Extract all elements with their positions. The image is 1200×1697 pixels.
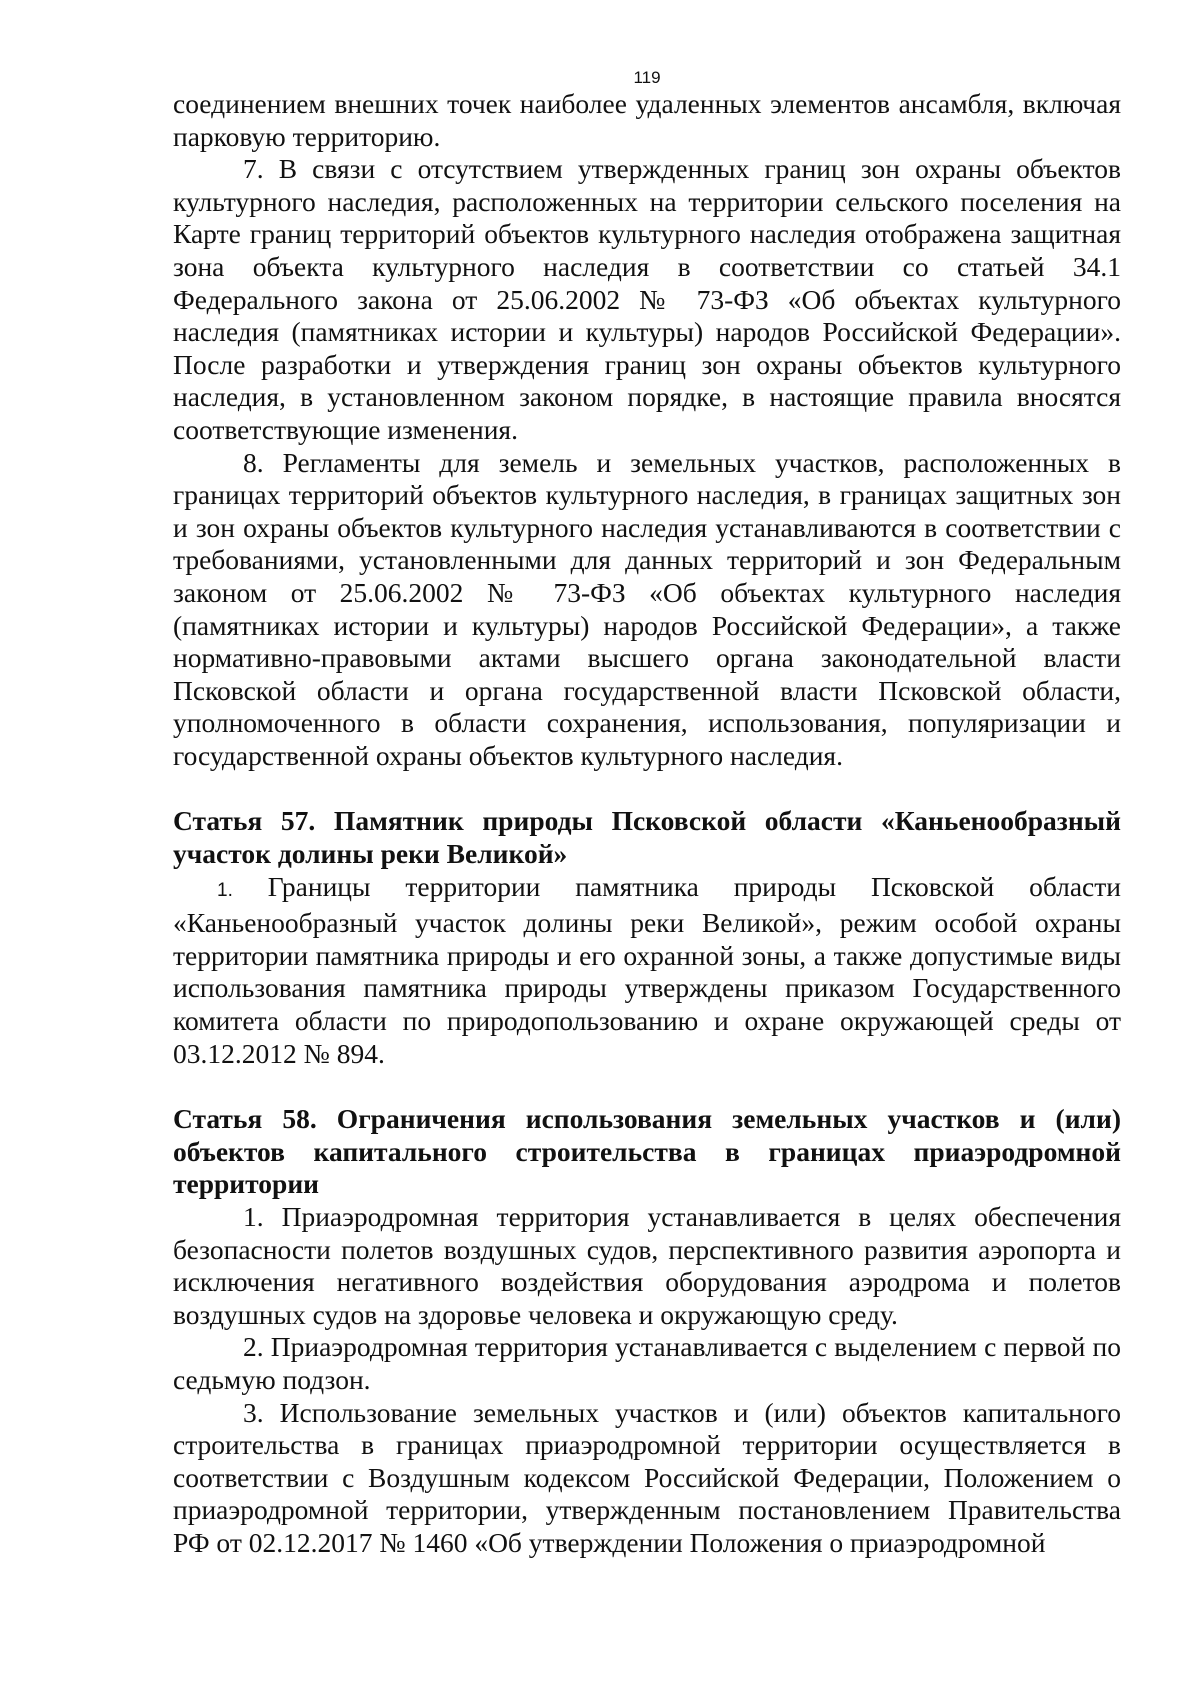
document-page bbox=[173, 68, 1121, 1560]
article-58-item-2: 2. Приаэродромная территория устанавливается с выделением с первой по седьмую подзон. bbox=[173, 1331, 1121, 1395]
paragraph-continuation: соединением внешних точек наиболее удаленных элементов ансамбля, включая парковую территорию. bbox=[173, 88, 1121, 152]
article-58-heading: Статья 58. Ограничения использования земельных участков и (или) объектов капитального строительства в границах приаэродромной территории bbox=[173, 1103, 1121, 1200]
article-57-item-text: Границы территории памятника природы Псковской области «Каньенообразный участок долины реки Великой», режим особой охраны территории памятника природы и его охранной зоны, а также допустимые виды использования памятника природы утверждены приказом Государственного комитета области по природопользованию и охране окружающей среды от 03.12.2012 № 894. bbox=[173, 870, 1121, 1069]
article-57-item-number: 1. bbox=[217, 879, 233, 901]
paragraph-item-7: 7. В связи с отсутствием утвержденных границ зон охраны объектов культурного наследия, расположенных на территории сельского поселения на Карте границ территорий объектов культурного наследия отображена защитная зона объекта культурного наследия в соответствии со статьей 34.1 Федерального закона от 25.06.2002 № 73-ФЗ «Об объектах культурного наследия (памятниках истории и культуры) народов Российской Федерации». После разработки и утверждения границ зон охраны объектов культурного наследия, в установленном законом порядке, в настоящие правила вносятся соответствующие изменения. bbox=[173, 153, 1121, 445]
article-58-item-1: 1. Приаэродромная территория устанавливается в целях обеспечения безопасности полетов воздушных судов, перспективного развития аэропорта и исключения негативного воздействия оборудования аэродрома и полетов воздушных судов на здоровье человека и окружающую среду. bbox=[173, 1201, 1121, 1330]
paragraph-item-8: 8. Регламенты для земель и земельных участков, расположенных в границах территорий объектов культурного наследия, в границах защитных зон и зон охраны объектов культурного наследия устанавливаются в соответствии с требованиями, установленными для данных территорий и зон Федеральным законом от 25.06.2002 № 73-ФЗ «Об объектах культурного наследия (памятниках истории и культуры) народов Российской Федерации», а также нормативно-правовыми актами высшего органа законодательной власти Псковской области и органа государственной власти Псковской области, уполномоченного в области сохранения, использования, популяризации и государственной охраны объектов культурного наследия. bbox=[173, 446, 1121, 771]
article-58-item-3: 3. Использование земельных участков и (или) объектов капитального строительства в границах приаэродромной территории осуществляется в соответствии с Воздушным кодексом Российской Федерации, Положением о приаэродромной территории, утвержденным постановлением Правительства РФ от 02.12.2017 № 1460 «Об утверждении Положения о приаэродромной bbox=[173, 1396, 1121, 1558]
article-57-item-1 bbox=[173, 871, 1121, 1071]
page-number: 119 bbox=[633, 68, 661, 87]
article-57-heading: Статья 57. Памятник природы Псковской области «Каньенообразный участок долины реки Великой» bbox=[173, 805, 1121, 870]
